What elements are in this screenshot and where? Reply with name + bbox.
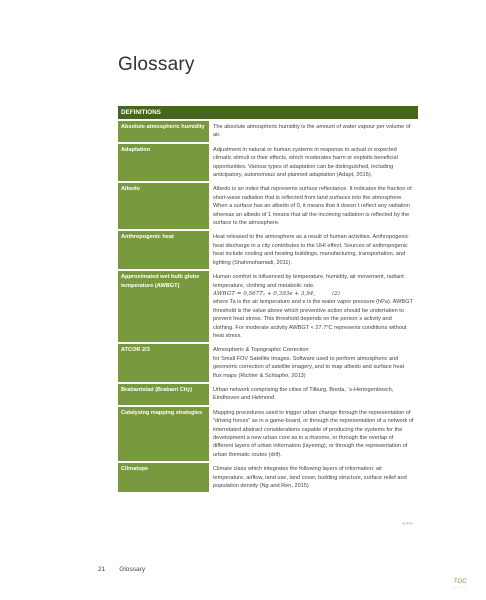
definition-cell: [209, 121, 418, 142]
definition-text: Atmospheric & Topographic Correction: [213, 347, 309, 354]
formula-expression: AWBGT = 0,567Tₐ + 0,393e + 3,94,: [213, 290, 316, 297]
page-number: 21: [98, 566, 106, 573]
definition-text: for Small FOV Satellite Images. Software used to perform atmospheric and geometric correction of satellite imagery, and to map albedo and surface heat flux maps (Richter & Schlapfer, 2013): [213, 355, 405, 379]
definition-cell: [209, 463, 418, 492]
toc-label: TOC: [454, 579, 467, 585]
definition-text: Adjustment in natural or human systems in response to actual or expected climatic stimuli or their effects, which moderates harm or exploits beneficial opportunities. Various types of adaptation can be distinguished, including anticipatory, autonomous and planned adaptation (Adapt, 2015).: [213, 146, 398, 179]
definition-text: Mapping procedures used to trigger urban change through the representation of "driving forces" as in a game-board, or through the representation of a network of interrelated abstract considerations capable of producing the systems for the development a new urban core as in a rhizome, or through the overlap of different layers of urban information (layering), or through the representation of urban thematic routes (drif).: [213, 409, 414, 458]
definition-cell: [209, 271, 418, 342]
term-cell: Albedo: [118, 183, 209, 229]
toc-link[interactable]: [454, 579, 467, 589]
definition-cell: [209, 183, 418, 229]
page-title: Glossary: [118, 54, 195, 75]
table-row: [118, 183, 418, 229]
formula-number: (2): [332, 290, 340, 297]
page-footer: [98, 566, 157, 573]
term-cell: Climatope: [118, 463, 209, 492]
dots-icon: • • • •: [454, 585, 467, 589]
definition-text: Albedo is an index that represents surface reflectance. It indicates the fraction of short-wave radiation that is reflected from land surfaces into the atmosphere. When a surface has an albedo of 0, it means that it doesn´t reflect any radiation whereas an albedo of 1 means that all the incoming radiation is reflected by the surface to the atmosphere.: [213, 186, 412, 227]
term-cell: Adaptation: [118, 144, 209, 182]
table-row: [118, 384, 418, 405]
definition-text: The absolute atmospheric humidity is the amount of water vapour per volume of air.: [213, 124, 411, 139]
table-row: [118, 271, 418, 342]
table-row: [118, 344, 418, 382]
footer-section: Glossary: [119, 566, 146, 573]
table-row: [118, 231, 418, 269]
term-cell: ATCOR 2/3: [118, 344, 209, 382]
term-cell: Catalysing mapping strategies: [118, 407, 209, 461]
awbgt-formula: [213, 290, 414, 298]
definition-cell: [209, 407, 418, 461]
table-header: DEFINITIONS: [118, 106, 418, 119]
term-cell: Anthropogenic heat: [118, 231, 209, 269]
definitions-table: [118, 106, 418, 492]
definition-text: Human comfort is influenced by temperature, humidity, air movement, radiant temperature, clothing and metabolic rate.: [213, 274, 404, 289]
continued-indicator: >>>: [402, 521, 414, 527]
table-row: [118, 121, 418, 142]
table-row: [118, 144, 418, 182]
definition-cell: [209, 384, 418, 405]
table-row: [118, 407, 418, 461]
definition-text: Climate class which integrates the following layers of information: air temperature, airflow, land use, land cover, building structure, surface relief and population density (Ng and Ren, 2015): [213, 466, 407, 490]
definition-cell: [209, 144, 418, 182]
definition-text: Heat released to the atmosphere as a result of human activities. Anthropogenic heat discharge in a city contributes to the UHI effect. Sources of anthropogenic heat include cooling and heating buildings, manufacturing, transportation, and lighting (Shahmohamadi, 2011).: [213, 234, 409, 266]
definition-text: where Ta is the air temperature and e is the water vapor pressure (hPa). AWBGT threshold is the value above which preventive action should be undertaken to prevent heat stress. This threshold depends on the person´s activity and clothing. For moderate activity AWBGT < 27.7°C represents conditions without heat stress.: [213, 299, 413, 339]
term-cell: Approximated wet bulb globe temperature (AWBGT): [118, 271, 209, 342]
definition-cell: [209, 344, 418, 382]
definition-cell: [209, 231, 418, 269]
definition-text: Urban network comprising the cities of Tilburg, Breda, ´s-Hertogenbosch, Eindhoven and Helmond.: [213, 386, 394, 402]
term-cell: Absolute atmospheric humidity: [118, 121, 209, 142]
term-cell: Brabantstad (Brabant City): [118, 384, 209, 405]
table-row: [118, 463, 418, 492]
